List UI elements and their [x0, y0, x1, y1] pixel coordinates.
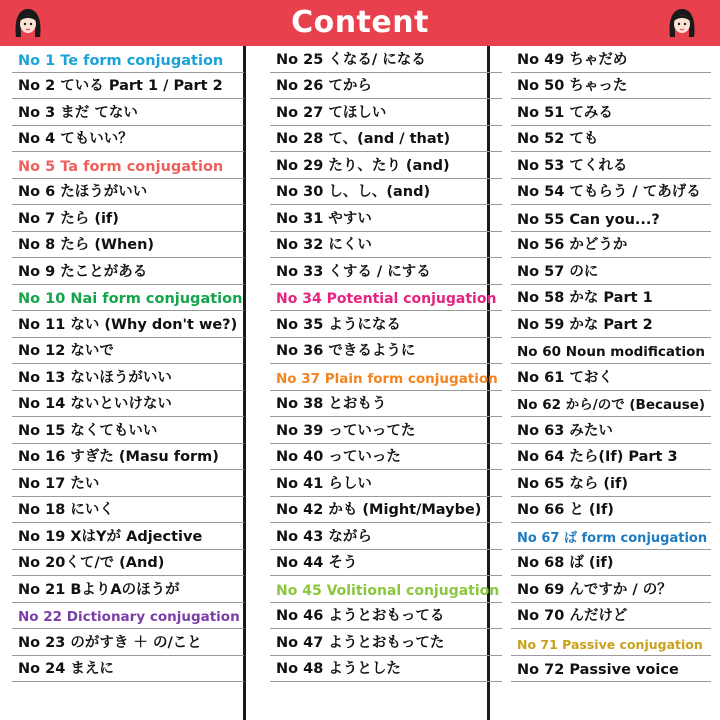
lesson-row — [511, 99, 711, 126]
lesson-row — [511, 232, 711, 259]
lesson-label: No 67 ば form conjugation — [517, 530, 708, 546]
content-grid — [0, 46, 720, 720]
lesson-row — [12, 550, 244, 577]
lesson-row — [270, 497, 502, 524]
lesson-row — [270, 629, 502, 656]
lesson-label: No 58 かな Part 1 — [517, 290, 653, 306]
lesson-label: No 23 のがすき ＋ の/こと — [18, 634, 202, 651]
lesson-row — [12, 258, 244, 285]
lesson-row — [511, 179, 711, 206]
lesson-row — [270, 152, 502, 179]
lesson-label: No 35 ようになる — [276, 316, 401, 333]
lesson-row — [511, 126, 711, 153]
lesson-label: No 46 ようとおもってる — [276, 608, 445, 624]
lesson-row — [270, 179, 502, 206]
lesson-label: No 51 てみる — [517, 104, 613, 121]
lesson-label: No 11 ない (Why don't we?) — [18, 316, 238, 333]
lesson-label: No 54 てもらう / てあげる — [517, 184, 701, 200]
lesson-label: No 18 にいく — [18, 502, 114, 518]
lesson-label: No 3 まだ てない — [18, 104, 138, 121]
lesson-row — [270, 470, 502, 497]
lesson-row — [511, 629, 711, 656]
lesson-row — [511, 73, 711, 100]
lesson-label: No 49 ちゃだめ — [517, 51, 628, 68]
lesson-row — [12, 629, 244, 656]
lesson-label: No 14 ないといけない — [18, 396, 172, 412]
lesson-row — [12, 152, 244, 179]
lesson-label: No 70 んだけど — [517, 608, 628, 624]
lesson-row — [511, 470, 711, 497]
lesson-label: No 64 たら(If) Part 3 — [517, 449, 678, 465]
lesson-label: No 13 ないほうがいい — [18, 369, 172, 386]
lesson-label: No 33 くする / にする — [276, 263, 431, 280]
lesson-label: No 5 Ta form conjugation — [18, 158, 224, 175]
lesson-label: No 56 かどうか — [517, 237, 628, 253]
girl-mascot-icon — [662, 3, 702, 45]
lesson-label: No 15 なくてもいい — [18, 422, 158, 439]
girl-mascot-icon — [8, 3, 48, 45]
lesson-row — [270, 364, 502, 391]
lesson-row — [511, 205, 711, 232]
lesson-label: No 43 ながら — [276, 528, 372, 545]
lesson-row — [12, 126, 244, 153]
lesson-label: No 41 らしい — [276, 475, 372, 492]
lesson-label: No 38 とおもう — [276, 396, 387, 412]
lesson-label: No 36 できるように — [276, 343, 416, 359]
lesson-label: No 7 たら (if) — [18, 210, 119, 227]
lesson-label: No 24 まえに — [18, 661, 114, 677]
lesson-row — [270, 73, 502, 100]
lesson-row — [511, 285, 711, 312]
lesson-row — [270, 656, 502, 683]
lesson-row — [270, 311, 502, 338]
lesson-label: No 62 から/ので (Because) — [517, 397, 706, 413]
lesson-row — [12, 338, 244, 365]
lesson-row — [511, 417, 711, 444]
lesson-row — [12, 285, 244, 312]
lesson-label: No 59 かな Part 2 — [517, 316, 653, 333]
lesson-label: No 63 みたい — [517, 422, 613, 439]
lesson-row — [270, 576, 502, 603]
lesson-label: No 6 たほうがいい — [18, 184, 148, 200]
lesson-row — [12, 73, 244, 100]
lesson-row — [511, 444, 711, 471]
lesson-label: No 21 BよりAのほうが — [18, 581, 180, 598]
column-3 — [511, 46, 711, 720]
lesson-row — [12, 523, 244, 550]
lesson-label: No 48 ようとした — [276, 661, 401, 677]
lesson-label: No 27 てほしい — [276, 104, 387, 121]
lesson-row — [511, 523, 711, 550]
lesson-row — [12, 603, 244, 630]
lesson-row — [511, 656, 711, 683]
lesson-label: No 45 Volitional conjugation — [276, 582, 500, 599]
lesson-row — [270, 603, 502, 630]
lesson-label: No 65 なら (if) — [517, 475, 628, 492]
lesson-label: No 4 てもいい？ — [18, 131, 133, 147]
lesson-label: No 2 ている Part 1 / Part 2 — [18, 78, 223, 94]
lesson-row — [12, 417, 244, 444]
lesson-row — [270, 232, 502, 259]
lesson-label: No 22 Dictionary conjugation — [18, 609, 240, 625]
lesson-row — [12, 497, 244, 524]
lesson-row — [12, 470, 244, 497]
lesson-row — [12, 391, 244, 418]
lesson-row — [511, 391, 711, 418]
lesson-row — [270, 205, 502, 232]
lesson-label: No 53 てくれる — [517, 157, 628, 174]
lesson-row — [511, 364, 711, 391]
lesson-row — [12, 46, 244, 73]
lesson-label: No 17 たい — [18, 475, 100, 492]
lesson-row — [270, 46, 502, 73]
lesson-label: No 32 にくい — [276, 237, 372, 253]
lesson-row — [12, 205, 244, 232]
lesson-row — [12, 576, 244, 603]
lesson-label: No 20くて/で (And) — [18, 555, 165, 571]
lesson-row — [270, 523, 502, 550]
lesson-row — [270, 285, 502, 312]
lesson-row — [511, 576, 711, 603]
lesson-label: No 16 すぎた (Masu form) — [18, 449, 219, 465]
lesson-label: No 30 し、し、(and) — [276, 184, 431, 200]
lesson-label: No 12 ないで — [18, 343, 114, 359]
lesson-label: No 52 ても — [517, 131, 599, 147]
lesson-row — [270, 444, 502, 471]
lesson-label: No 29 たり、たり (and) — [276, 157, 450, 174]
lesson-row — [12, 99, 244, 126]
lesson-row — [511, 311, 711, 338]
lesson-label: No 25 くなる/ になる — [276, 51, 426, 68]
lesson-row — [511, 603, 711, 630]
lesson-row — [270, 391, 502, 418]
lesson-row — [12, 232, 244, 259]
lesson-label: No 50 ちゃった — [517, 78, 628, 94]
lesson-label: No 10 Nai form conjugation — [18, 291, 243, 307]
lesson-row — [12, 656, 244, 683]
lesson-row — [12, 179, 244, 206]
lesson-row — [511, 258, 711, 285]
lesson-row — [270, 417, 502, 444]
lesson-row — [270, 338, 502, 365]
lesson-row — [12, 444, 244, 471]
lesson-label: No 66 と (If) — [517, 502, 614, 518]
lesson-label: No 47 ようとおもってた — [276, 634, 445, 651]
lesson-row — [511, 152, 711, 179]
lesson-label: No 37 Plain form conjugation — [276, 370, 498, 387]
lesson-label: No 44 そう — [276, 555, 358, 571]
lesson-row — [12, 364, 244, 391]
lesson-row — [511, 550, 711, 577]
lesson-label: No 71 Passive conjugation — [517, 636, 703, 652]
lesson-label: No 8 たら (When) — [18, 237, 155, 253]
lesson-row — [270, 126, 502, 153]
lesson-label: No 61 ておく — [517, 369, 613, 386]
column-2 — [270, 46, 502, 720]
lesson-label: No 69 んですか / の？ — [517, 581, 672, 598]
lesson-label: No 55 Can you...? — [517, 211, 660, 228]
lesson-row — [511, 497, 711, 524]
lesson-label: No 26 てから — [276, 78, 372, 94]
lesson-label: No 40 っていった — [276, 449, 401, 465]
lesson-label: No 28 て、(and / that) — [276, 131, 451, 147]
lesson-label: No 60 Noun modification — [517, 344, 705, 360]
lesson-label: No 19 XはYが Adjective — [18, 528, 203, 545]
lesson-row — [511, 46, 711, 73]
lesson-row — [12, 311, 244, 338]
lesson-label: No 57 のに — [517, 263, 599, 280]
lesson-label: No 39 っていってた — [276, 422, 416, 439]
lesson-row — [511, 338, 711, 365]
page-title: Content — [291, 5, 429, 40]
column-1 — [12, 46, 244, 720]
lesson-label: No 9 たことがある — [18, 263, 148, 280]
lesson-label: No 31 やすい — [276, 210, 372, 227]
lesson-row — [270, 99, 502, 126]
lesson-row — [270, 258, 502, 285]
lesson-label: No 68 ば (if) — [517, 555, 614, 571]
lesson-label: No 34 Potential conjugation — [276, 291, 497, 307]
lesson-label: No 72 Passive voice — [517, 662, 679, 678]
lesson-row — [270, 550, 502, 577]
lesson-label: No 1 Te form conjugation — [18, 52, 224, 69]
lesson-label: No 42 かも (Might/Maybe) — [276, 502, 482, 518]
